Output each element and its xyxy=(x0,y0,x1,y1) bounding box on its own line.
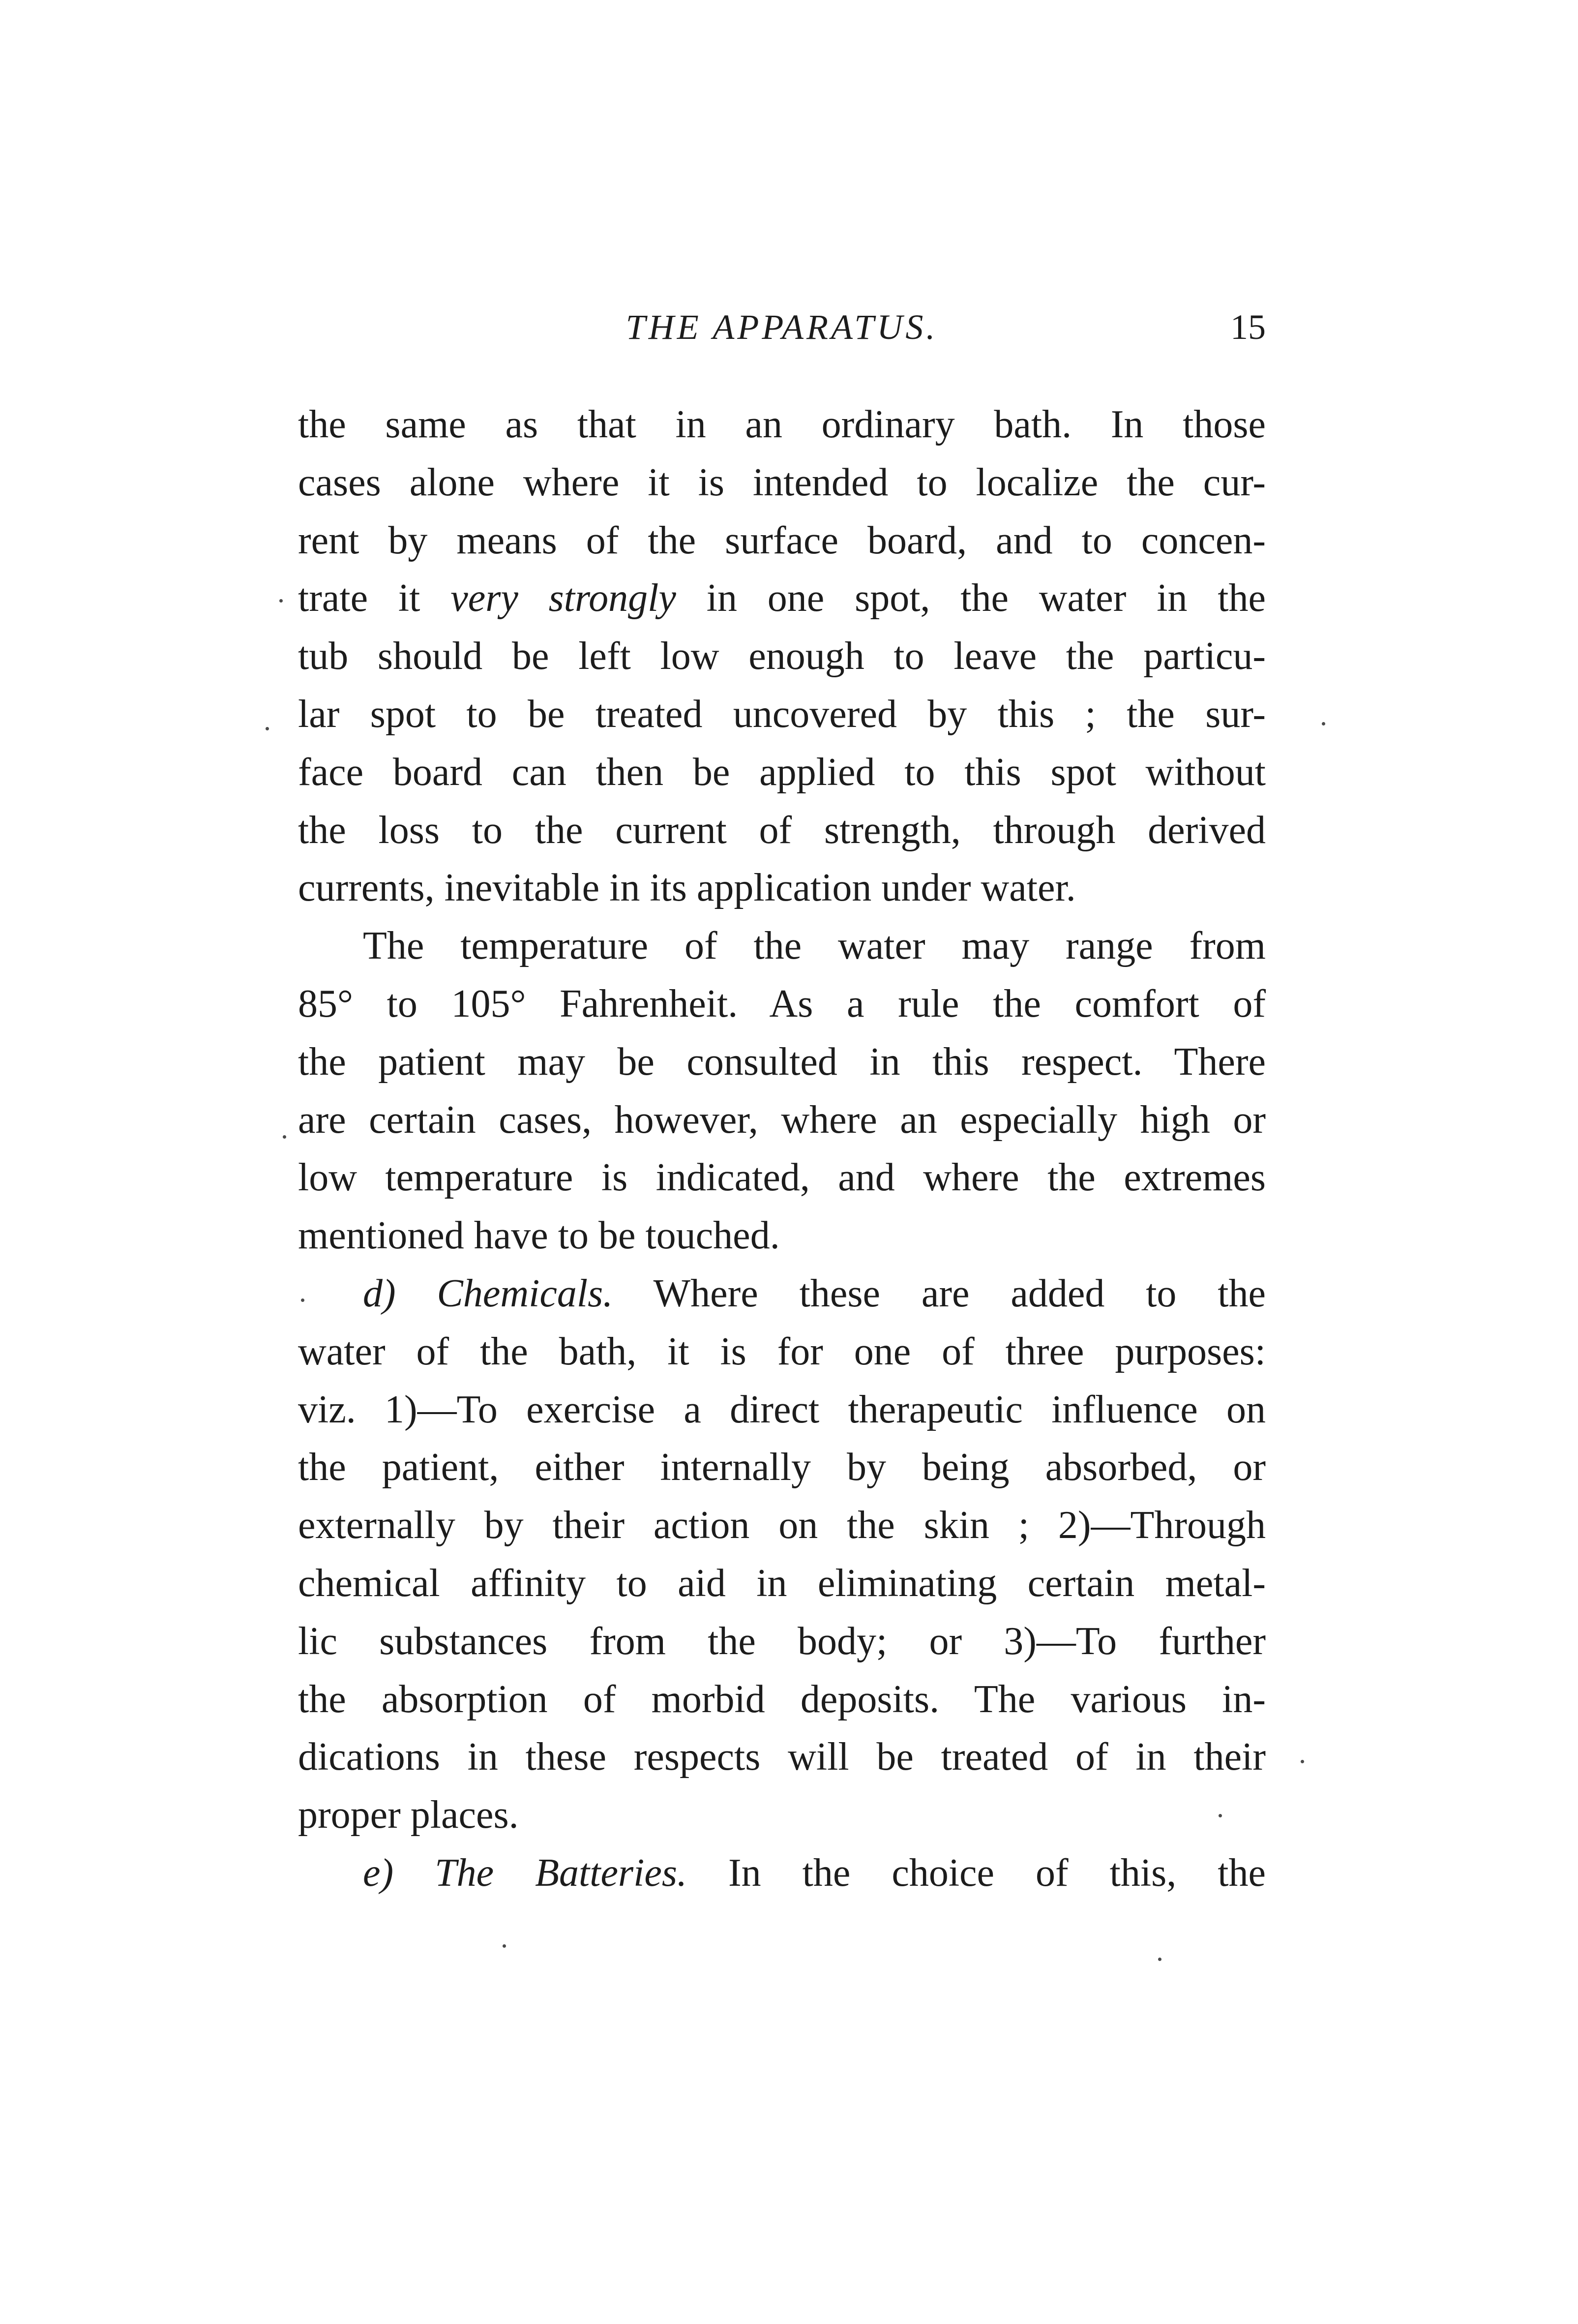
body-text xyxy=(298,396,1266,1902)
text-line: the same as that in an ordinary bath. In those xyxy=(298,403,1266,446)
line-text: trate it xyxy=(298,576,451,620)
running-title: THE APPARATUS. xyxy=(625,307,938,347)
text-line: proper places. xyxy=(298,1793,519,1837)
scan-speck xyxy=(283,1135,286,1139)
line-text: Where these are added to the xyxy=(613,1271,1266,1315)
text-line: currents, inevitable in its application under water. xyxy=(298,866,1076,910)
scan-speck xyxy=(1158,1958,1161,1961)
running-head xyxy=(298,302,1266,352)
text-line: water of the bath, it is for one of three purposes: xyxy=(298,1329,1266,1373)
paragraph-start-line: The temperature of the water may range from xyxy=(363,924,1266,968)
page-number: 15 xyxy=(1230,307,1266,347)
text-line: are certain cases, however, where an especially high or xyxy=(298,1098,1266,1142)
text-line: the patient may be consulted in this respect. There xyxy=(298,1040,1266,1084)
section-heading-line xyxy=(298,1265,1266,1323)
text-line: dications in these respects will be treated of in their xyxy=(298,1735,1266,1779)
text-line: externally by their action on the skin ; 2)—Through xyxy=(298,1504,1266,1547)
text-line: chemical affinity to aid in eliminating certain metal- xyxy=(298,1561,1266,1605)
text-line: cases alone where it is intended to localize the cur- xyxy=(298,460,1266,504)
text-line: rent by means of the surface board, and to concen- xyxy=(298,518,1266,562)
text-line: the loss to the current of strength, through derived xyxy=(298,808,1266,852)
scan-speck xyxy=(1322,722,1325,725)
scan-speck xyxy=(266,727,269,730)
text-line: 85° to 105° Fahrenheit. As a rule the comfort of xyxy=(298,982,1266,1026)
section-marker: e) xyxy=(363,1851,435,1895)
section-marker: d) xyxy=(363,1271,437,1315)
scan-speck xyxy=(1301,1760,1304,1763)
section-heading-line xyxy=(298,1844,1266,1902)
scan-speck xyxy=(301,1298,304,1302)
text-line: low temperature is indicated, and where the extremes xyxy=(298,1156,1266,1200)
text-line: face board can then be applied to this spot without xyxy=(298,750,1266,794)
text-line: the absorption of morbid deposits. The various in- xyxy=(298,1677,1266,1721)
scan-speck xyxy=(503,1944,506,1948)
scan-speck xyxy=(1219,1814,1222,1817)
text-line: lic substances from the body; or 3)—To further xyxy=(298,1619,1266,1663)
text-line: mentioned have to be touched. xyxy=(298,1214,780,1258)
section-title: Chemicals. xyxy=(437,1271,613,1315)
emphasis-text: very strongly xyxy=(450,576,676,620)
section-title: The Batteries. xyxy=(435,1851,687,1895)
line-text: in one spot, the water in the xyxy=(676,576,1266,620)
text-line: lar spot to be treated uncovered by this ; the sur- xyxy=(298,692,1266,736)
text-line: viz. 1)—To exercise a direct therapeutic influence on xyxy=(298,1388,1266,1431)
line-text: In the choice of this, the xyxy=(686,1851,1266,1895)
scan-speck xyxy=(279,599,283,603)
text-line xyxy=(298,570,1266,628)
text-line: the patient, either internally by being absorbed, or xyxy=(298,1446,1266,1489)
text-line: tub should be left low enough to leave the particu- xyxy=(298,634,1266,678)
